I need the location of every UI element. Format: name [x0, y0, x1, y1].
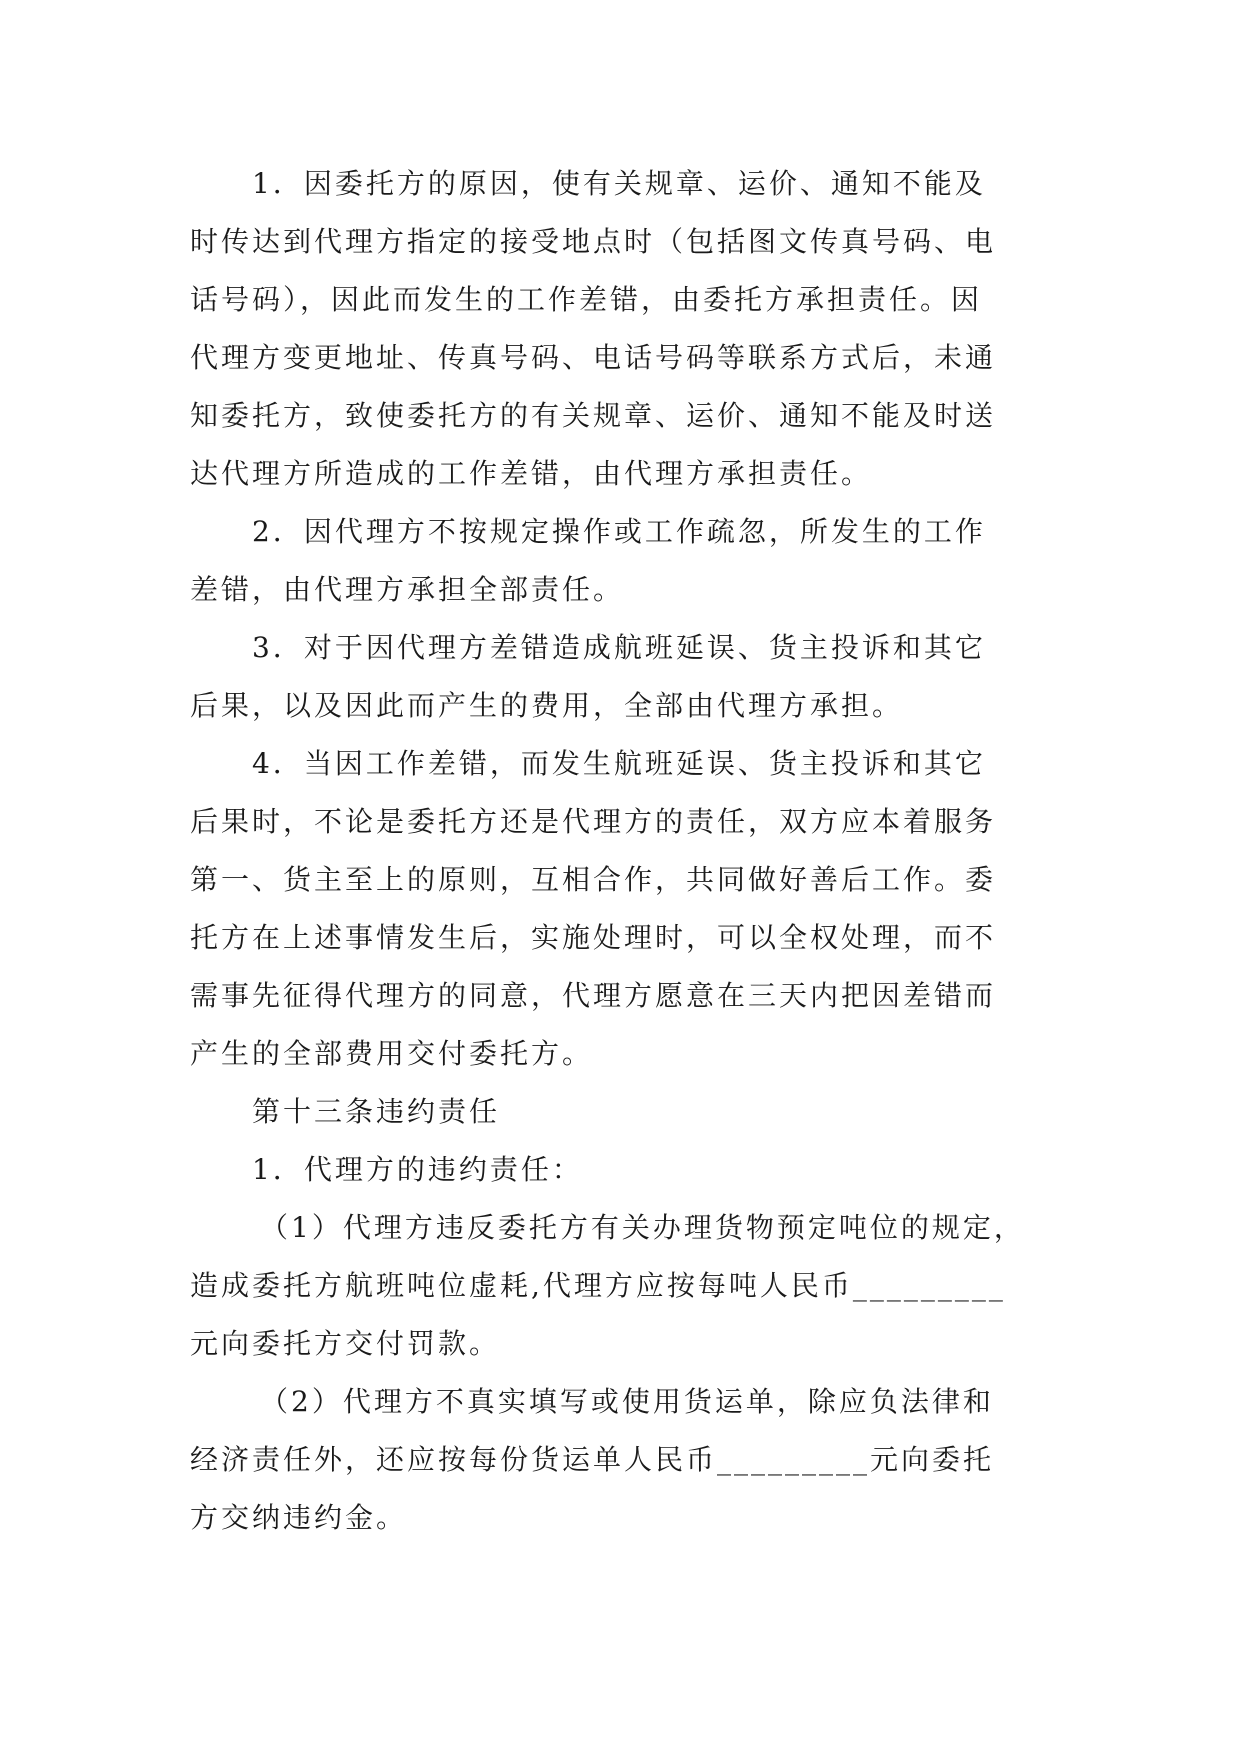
- clause-2: [190, 1373, 1050, 1547]
- paragraph-line: 经济责任外，还应按每份货运单人民币_________元向委托: [190, 1443, 995, 1476]
- paragraph-line: 4．当因工作差错，而发生航班延误、货主投诉和其它: [252, 747, 986, 780]
- paragraph-1: [190, 155, 1050, 503]
- paragraph-line: 后果时，不论是委托方还是代理方的责任，双方应本着服务: [190, 805, 997, 838]
- paragraph-line: 产生的全部费用交付委托方。: [190, 1037, 594, 1070]
- clause-1: [190, 1199, 1050, 1373]
- paragraph-line: 1．因委托方的原因，使有关规章、运价、通知不能及: [252, 167, 986, 200]
- section-title: 第十三条违约责任: [252, 1095, 501, 1128]
- paragraph-line: 造成委托方航班吨位虚耗,代理方应按每吨人民币_________: [190, 1269, 1006, 1302]
- paragraph-line: 托方在上述事情发生后，实施处理时，可以全权处理，而不: [190, 921, 997, 954]
- paragraph-line: 3．对于因代理方差错造成航班延误、货主投诉和其它: [252, 631, 986, 664]
- paragraph-line: 第一、货主至上的原则，互相合作，共同做好善后工作。委: [190, 863, 997, 896]
- paragraph-line: 达代理方所造成的工作差错，由代理方承担责任。: [190, 457, 873, 490]
- sub-heading: [190, 1141, 1050, 1199]
- paragraph-line: 代理方变更地址、传真号码、电话号码等联系方式后，未通: [190, 341, 997, 374]
- paragraph-line: 话号码），因此而发生的工作差错，由委托方承担责任。因: [190, 283, 983, 316]
- paragraph-line: 后果，以及因此而产生的费用，全部由代理方承担。: [190, 689, 904, 722]
- paragraph-3: [190, 619, 1050, 735]
- paragraph-line: 差错，由代理方承担全部责任。: [190, 573, 625, 606]
- document-body: [190, 155, 1050, 1547]
- paragraph-line: （1）代理方违反委托方有关办理货物预定吨位的规定，: [260, 1211, 1025, 1244]
- paragraph-line: 方交纳违约金。: [190, 1501, 408, 1534]
- paragraph-line: 需事先征得代理方的同意，代理方愿意在三天内把因差错而: [190, 979, 997, 1012]
- paragraph-line: 知委托方，致使委托方的有关规章、运价、通知不能及时送: [190, 399, 997, 432]
- article-heading: [190, 1083, 1050, 1141]
- paragraph-line: （2）代理方不真实填写或使用货运单，除应负法律和: [260, 1385, 994, 1418]
- subsection-title: 1．代理方的违约责任：: [252, 1153, 583, 1186]
- paragraph-2: [190, 503, 1050, 619]
- paragraph-line: 元向委托方交付罚款。: [190, 1327, 501, 1360]
- paragraph-line: 时传达到代理方指定的接受地点时（包括图文传真号码、电: [190, 225, 997, 258]
- paragraph-line: 2．因代理方不按规定操作或工作疏忽，所发生的工作: [252, 515, 986, 548]
- paragraph-4: [190, 735, 1050, 1083]
